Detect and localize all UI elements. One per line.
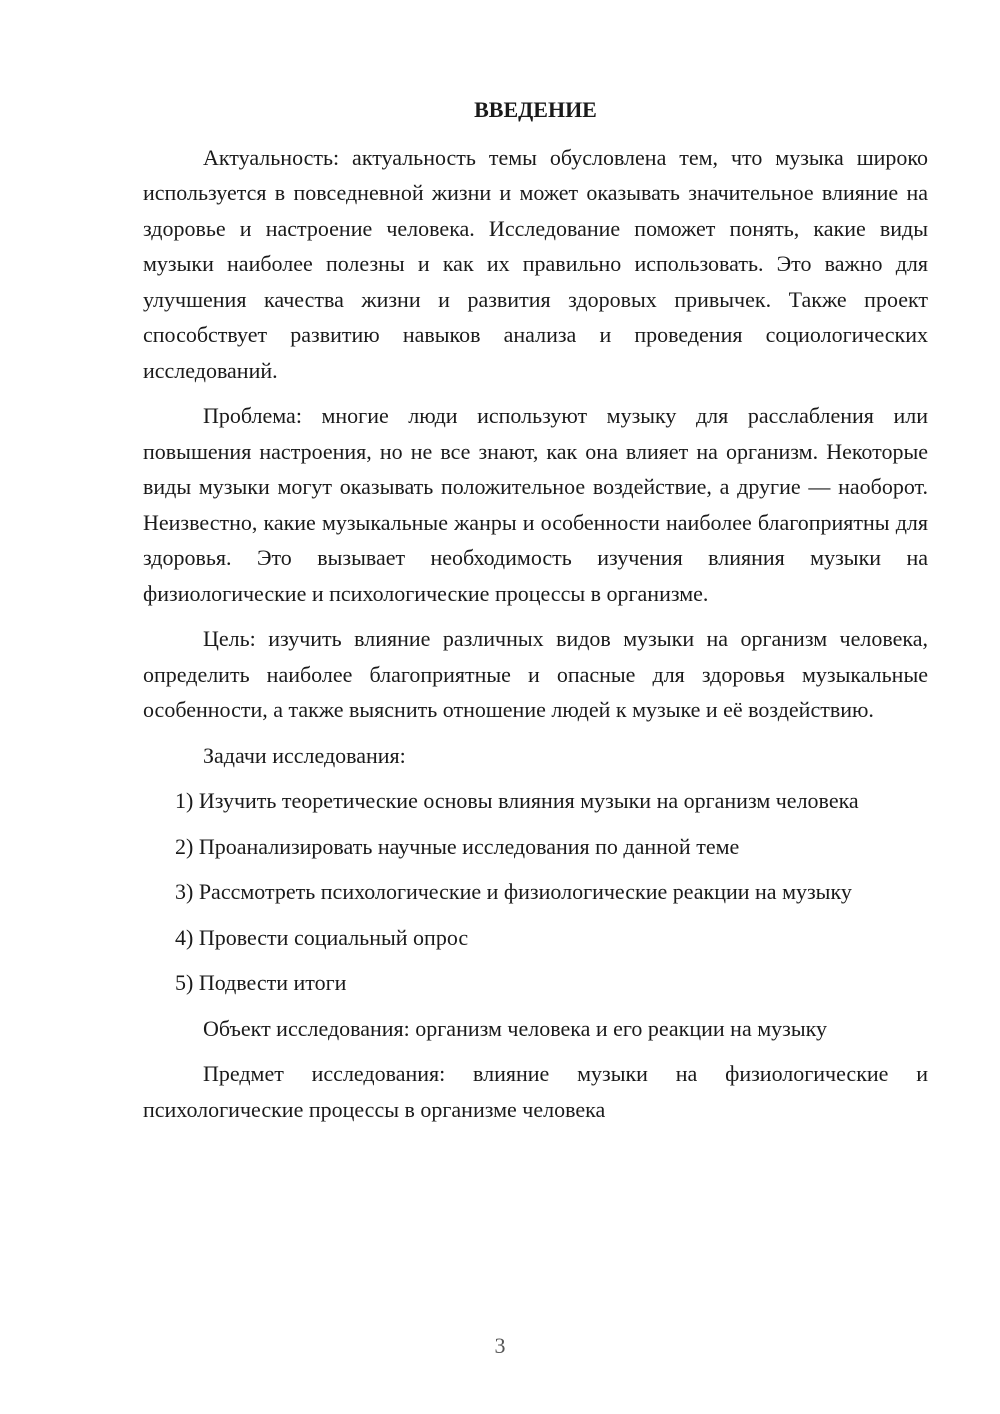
- section-title: ВВЕДЕНИЕ: [474, 97, 597, 122]
- document-page: [143, 92, 928, 1137]
- task-item-3: 3) Рассмотреть психологические и физиологические реакции на музыку: [175, 879, 852, 904]
- page-number: 3: [494, 1333, 506, 1358]
- paragraph-goal: Цель: изучить влияние различных видов музыки на организм человека, определить наиболее благоприятные и опасные для здоровья музыкальные особенности, а также выяснить отношение людей к музыке и её воздействию.: [143, 626, 928, 722]
- task-item-2: 2) Проанализировать научные исследования по данной теме: [175, 833, 740, 859]
- research-subject: Предмет исследования: влияние музыки на физиологические и психологические процессы в организме человека: [143, 1061, 928, 1122]
- task-item-5: 5) Подвести итоги: [175, 970, 347, 995]
- paragraph-problem: Проблема: многие люди используют музыку для расслабления или повышения настроения, но не все знают, как она влияет на организм. Некоторые виды музыки могут оказывать положительное воздействие, а другие — наоборот. Неизвестно, какие музыкальные жанры и особенности наиболее благоприятны для здоровья. Это вызывает необходимость изучения влияния музыки на физиологические и психологические процессы в организме.: [143, 403, 928, 606]
- research-object: Объект исследования: организм человека и его реакции на музыку: [203, 1015, 827, 1041]
- paragraph-relevance: Актуальность: актуальность темы обусловлена тем, что музыка широко используется в повседневной жизни и может оказывать значительное влияние на здоровье и настроение человека. Исследование поможет понять, какие виды музыки наиболее полезны и как их правильно использовать. Это важно для улучшения качества жизни и развития здоровых привычек. Также проект способствует развитию навыков анализа и проведения социологических исследований.: [143, 144, 928, 383]
- task-item-1: 1) Изучить теоретические основы влияния музыки на организм человека: [175, 788, 859, 813]
- task-item-4: 4) Провести социальный опрос: [175, 924, 469, 950]
- tasks-heading: Задачи исследования:: [203, 742, 406, 768]
